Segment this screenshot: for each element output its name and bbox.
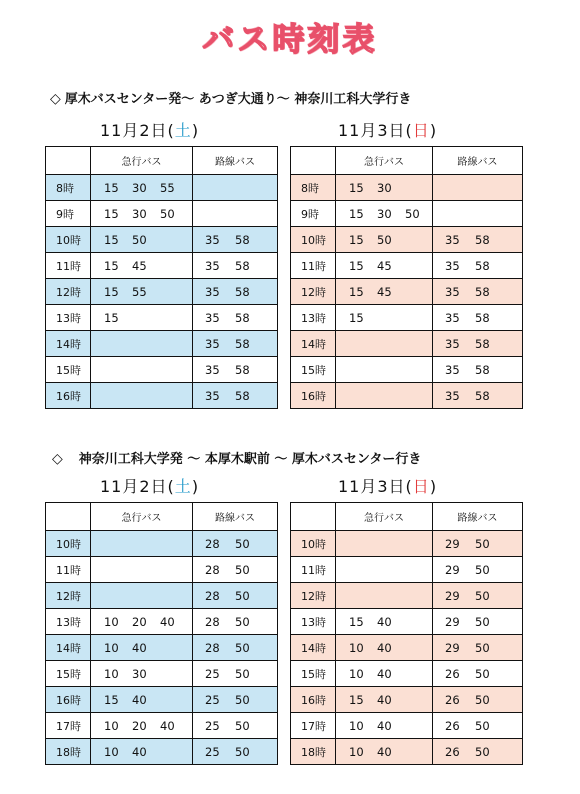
hour-cell: 14時	[46, 331, 91, 357]
express-times-cell	[336, 687, 433, 713]
date-label-sat-2: 11月2日(土)	[100, 477, 200, 496]
table-row	[46, 687, 278, 713]
table-row	[46, 227, 278, 253]
local-times-cell	[433, 331, 523, 357]
departure-minute: 35	[205, 336, 220, 351]
express-times-cell	[336, 305, 433, 331]
local-times-cell	[193, 583, 278, 609]
express-times-cell	[91, 531, 193, 557]
departure-minute: 35	[445, 284, 460, 299]
express-times-cell	[91, 305, 193, 331]
departure-minute: 25	[205, 692, 220, 707]
hour-cell: 9時	[46, 201, 91, 227]
local-times-cell	[193, 201, 278, 227]
departure-minute: 10	[104, 744, 119, 759]
departure-minute: 26	[445, 744, 460, 759]
local-times-cell	[193, 383, 278, 409]
departure-minute: 40	[132, 692, 147, 707]
timetable-sat-1	[45, 146, 278, 409]
table-row	[46, 557, 278, 583]
express-times-cell	[336, 227, 433, 253]
departure-minute: 30	[132, 180, 147, 195]
hour-cell: 12時	[291, 583, 336, 609]
hour-cell: 15時	[46, 357, 91, 383]
departure-minute: 58	[235, 388, 250, 403]
express-times-cell	[91, 661, 193, 687]
express-header: 急行バス	[336, 503, 433, 531]
departure-minute: 35	[205, 362, 220, 377]
express-times-cell	[336, 635, 433, 661]
local-times-cell	[193, 609, 278, 635]
departure-minute: 15	[104, 284, 119, 299]
timetable-sun-1	[290, 146, 523, 409]
departure-minute: 40	[377, 666, 392, 681]
local-times-cell	[433, 279, 523, 305]
departure-minute: 35	[445, 388, 460, 403]
table-header-row	[46, 147, 278, 175]
hour-cell: 12時	[46, 583, 91, 609]
departure-minute: 10	[349, 640, 364, 655]
date-label-sun-1: 11月3日(日)	[338, 121, 438, 140]
departure-minute: 50	[475, 562, 490, 577]
local-times-cell	[433, 175, 523, 201]
departure-minute: 58	[475, 388, 490, 403]
table-row	[46, 175, 278, 201]
hour-cell: 11時	[46, 253, 91, 279]
departure-minute: 26	[445, 666, 460, 681]
departure-minute: 50	[235, 536, 250, 551]
departure-minute: 50	[132, 232, 147, 247]
departure-minute: 58	[235, 284, 250, 299]
hour-cell: 8時	[291, 175, 336, 201]
table-row	[46, 739, 278, 765]
departure-minute: 58	[475, 310, 490, 325]
express-times-cell	[91, 227, 193, 253]
departure-minute: 45	[377, 284, 392, 299]
departure-minute: 35	[205, 310, 220, 325]
departure-minute: 35	[445, 258, 460, 273]
departure-minute: 30	[132, 666, 147, 681]
table-row	[46, 713, 278, 739]
page-title: バス時刻表	[202, 20, 378, 58]
local-times-cell	[433, 227, 523, 253]
table-row	[291, 713, 523, 739]
express-header: 急行バス	[91, 147, 193, 175]
hour-cell: 12時	[291, 279, 336, 305]
departure-minute: 15	[104, 180, 119, 195]
departure-minute: 45	[132, 258, 147, 273]
express-times-cell	[336, 531, 433, 557]
table-row	[291, 661, 523, 687]
table-row	[46, 201, 278, 227]
departure-minute: 50	[475, 588, 490, 603]
local-times-cell	[193, 661, 278, 687]
express-times-cell	[336, 201, 433, 227]
express-times-cell	[91, 713, 193, 739]
express-times-cell	[336, 331, 433, 357]
departure-minute: 28	[205, 536, 220, 551]
table-row	[291, 201, 523, 227]
local-times-cell	[193, 175, 278, 201]
local-times-cell	[193, 713, 278, 739]
departure-minute: 50	[160, 206, 175, 221]
local-header: 路線バス	[193, 503, 278, 531]
departure-minute: 10	[104, 718, 119, 733]
departure-minute: 50	[475, 744, 490, 759]
departure-minute: 58	[235, 232, 250, 247]
local-times-cell	[433, 661, 523, 687]
express-times-cell	[91, 357, 193, 383]
departure-minute: 50	[377, 232, 392, 247]
diamond-icon: ◇	[50, 91, 61, 107]
local-times-cell	[193, 739, 278, 765]
express-header: 急行バス	[336, 147, 433, 175]
table-row	[291, 253, 523, 279]
route-heading-2	[52, 448, 552, 467]
hour-cell: 13時	[46, 609, 91, 635]
hour-cell: 10時	[291, 227, 336, 253]
express-times-cell	[91, 253, 193, 279]
route-heading-1	[50, 88, 550, 107]
departure-minute: 30	[377, 206, 392, 221]
departure-minute: 35	[445, 362, 460, 377]
hour-cell: 15時	[46, 661, 91, 687]
express-times-cell	[336, 583, 433, 609]
departure-minute: 15	[104, 310, 119, 325]
hour-cell: 16時	[46, 687, 91, 713]
express-times-cell	[336, 253, 433, 279]
departure-minute: 15	[104, 232, 119, 247]
departure-minute: 50	[475, 718, 490, 733]
hour-cell: 13時	[46, 305, 91, 331]
table-header-row	[291, 503, 523, 531]
timetable-sun-2	[290, 502, 523, 765]
departure-minute: 26	[445, 692, 460, 707]
departure-minute: 15	[104, 692, 119, 707]
departure-minute: 50	[475, 614, 490, 629]
table-row	[46, 331, 278, 357]
departure-minute: 30	[132, 206, 147, 221]
departure-minute: 40	[377, 744, 392, 759]
departure-minute: 40	[160, 614, 175, 629]
table-row	[46, 531, 278, 557]
local-header: 路線バス	[433, 147, 523, 175]
hour-header	[46, 147, 91, 175]
departure-minute: 50	[475, 692, 490, 707]
local-times-cell	[193, 305, 278, 331]
departure-minute: 20	[132, 718, 147, 733]
departure-minute: 15	[349, 284, 364, 299]
table-header-row	[291, 147, 523, 175]
departure-minute: 55	[160, 180, 175, 195]
hour-cell: 8時	[46, 175, 91, 201]
hour-cell: 18時	[291, 739, 336, 765]
hour-cell: 16時	[46, 383, 91, 409]
table-row	[291, 227, 523, 253]
hour-cell: 17時	[291, 713, 336, 739]
express-times-cell	[336, 557, 433, 583]
departure-minute: 40	[377, 718, 392, 733]
local-times-cell	[193, 635, 278, 661]
departure-minute: 35	[205, 232, 220, 247]
local-times-cell	[433, 609, 523, 635]
hour-cell: 9時	[291, 201, 336, 227]
departure-minute: 30	[377, 180, 392, 195]
table-row	[46, 609, 278, 635]
hour-cell: 16時	[291, 687, 336, 713]
timetable-sat-2	[45, 502, 278, 765]
departure-minute: 35	[205, 388, 220, 403]
departure-minute: 15	[104, 258, 119, 273]
departure-minute: 29	[445, 536, 460, 551]
departure-minute: 40	[377, 614, 392, 629]
express-times-cell	[91, 687, 193, 713]
express-times-cell	[336, 609, 433, 635]
departure-minute: 28	[205, 640, 220, 655]
local-times-cell	[433, 557, 523, 583]
table-row	[291, 583, 523, 609]
departure-minute: 50	[235, 614, 250, 629]
departure-minute: 28	[205, 614, 220, 629]
departure-minute: 10	[349, 744, 364, 759]
hour-cell: 15時	[291, 661, 336, 687]
local-times-cell	[433, 531, 523, 557]
hour-header	[46, 503, 91, 531]
departure-minute: 15	[104, 206, 119, 221]
departure-minute: 40	[160, 718, 175, 733]
hour-header	[291, 147, 336, 175]
express-times-cell	[91, 583, 193, 609]
local-header: 路線バス	[433, 503, 523, 531]
express-times-cell	[336, 357, 433, 383]
departure-minute: 58	[475, 336, 490, 351]
table-row	[291, 383, 523, 409]
hour-cell: 17時	[46, 713, 91, 739]
express-times-cell	[336, 383, 433, 409]
table-row	[46, 661, 278, 687]
departure-minute: 58	[475, 362, 490, 377]
local-times-cell	[433, 357, 523, 383]
departure-minute: 25	[205, 666, 220, 681]
table-row	[291, 531, 523, 557]
departure-minute: 15	[349, 692, 364, 707]
departure-minute: 50	[235, 588, 250, 603]
hour-cell: 12時	[46, 279, 91, 305]
express-times-cell	[336, 739, 433, 765]
local-times-cell	[433, 201, 523, 227]
departure-minute: 15	[349, 310, 364, 325]
express-times-cell	[91, 201, 193, 227]
local-times-cell	[193, 531, 278, 557]
local-times-cell	[433, 583, 523, 609]
local-times-cell	[433, 383, 523, 409]
departure-minute: 20	[132, 614, 147, 629]
express-times-cell	[91, 175, 193, 201]
hour-cell: 18時	[46, 739, 91, 765]
table-row	[291, 175, 523, 201]
departure-minute: 40	[132, 640, 147, 655]
departure-minute: 58	[475, 284, 490, 299]
departure-minute: 50	[235, 692, 250, 707]
departure-minute: 55	[132, 284, 147, 299]
departure-minute: 58	[475, 258, 490, 273]
departure-minute: 29	[445, 640, 460, 655]
express-header: 急行バス	[91, 503, 193, 531]
table-row	[291, 305, 523, 331]
table-row	[46, 383, 278, 409]
departure-minute: 15	[349, 206, 364, 221]
departure-minute: 40	[377, 692, 392, 707]
hour-cell: 13時	[291, 305, 336, 331]
local-times-cell	[193, 253, 278, 279]
departure-minute: 50	[405, 206, 420, 221]
local-times-cell	[433, 253, 523, 279]
departure-minute: 40	[377, 640, 392, 655]
departure-minute: 28	[205, 588, 220, 603]
local-times-cell	[193, 557, 278, 583]
express-times-cell	[91, 331, 193, 357]
hour-cell: 15時	[291, 357, 336, 383]
departure-minute: 58	[475, 232, 490, 247]
hour-cell: 10時	[291, 531, 336, 557]
departure-minute: 10	[104, 640, 119, 655]
express-times-cell	[91, 609, 193, 635]
table-row	[46, 279, 278, 305]
departure-minute: 15	[349, 258, 364, 273]
hour-cell: 14時	[46, 635, 91, 661]
table-row	[291, 557, 523, 583]
local-times-cell	[433, 713, 523, 739]
hour-cell: 16時	[291, 383, 336, 409]
departure-minute: 10	[104, 614, 119, 629]
departure-minute: 29	[445, 562, 460, 577]
express-times-cell	[336, 175, 433, 201]
table-row	[291, 279, 523, 305]
departure-minute: 15	[349, 614, 364, 629]
local-times-cell	[193, 687, 278, 713]
departure-minute: 35	[205, 284, 220, 299]
table-row	[291, 609, 523, 635]
departure-minute: 50	[235, 718, 250, 733]
departure-minute: 45	[377, 258, 392, 273]
local-times-cell	[433, 739, 523, 765]
express-times-cell	[91, 557, 193, 583]
table-row	[291, 739, 523, 765]
express-times-cell	[336, 713, 433, 739]
departure-minute: 50	[475, 666, 490, 681]
departure-minute: 28	[205, 562, 220, 577]
departure-minute: 10	[104, 666, 119, 681]
table-header-row	[46, 503, 278, 531]
date-label-sat-1: 11月2日(土)	[100, 121, 200, 140]
route-text: 厚木バスセンター発〜 あつぎ大通り〜 神奈川工科大学行き	[64, 92, 412, 107]
departure-minute: 50	[475, 536, 490, 551]
departure-minute: 10	[349, 718, 364, 733]
departure-minute: 35	[205, 258, 220, 273]
departure-minute: 25	[205, 744, 220, 759]
hour-cell: 14時	[291, 635, 336, 661]
table-row	[46, 253, 278, 279]
local-times-cell	[193, 331, 278, 357]
departure-minute: 50	[235, 744, 250, 759]
table-row	[46, 635, 278, 661]
hour-cell: 11時	[291, 253, 336, 279]
express-times-cell	[336, 661, 433, 687]
local-times-cell	[193, 357, 278, 383]
local-times-cell	[433, 305, 523, 331]
departure-minute: 29	[445, 614, 460, 629]
departure-minute: 15	[349, 232, 364, 247]
departure-minute: 58	[235, 258, 250, 273]
express-times-cell	[336, 279, 433, 305]
table-row	[291, 635, 523, 661]
departure-minute: 58	[235, 310, 250, 325]
departure-minute: 26	[445, 718, 460, 733]
route-text: 神奈川工科大学発 〜 本厚木駅前 〜 厚木バスセンター行き	[78, 452, 422, 467]
hour-cell: 14時	[291, 331, 336, 357]
hour-header	[291, 503, 336, 531]
departure-minute: 35	[445, 310, 460, 325]
local-header: 路線バス	[193, 147, 278, 175]
departure-minute: 50	[235, 562, 250, 577]
table-row	[291, 687, 523, 713]
local-times-cell	[433, 635, 523, 661]
local-times-cell	[193, 279, 278, 305]
departure-minute: 10	[349, 666, 364, 681]
diamond-icon: ◇	[52, 451, 63, 467]
local-times-cell	[193, 227, 278, 253]
local-times-cell	[433, 687, 523, 713]
departure-minute: 58	[235, 336, 250, 351]
hour-cell: 11時	[46, 557, 91, 583]
departure-minute: 29	[445, 588, 460, 603]
departure-minute: 40	[132, 744, 147, 759]
departure-minute: 58	[235, 362, 250, 377]
departure-minute: 25	[205, 718, 220, 733]
table-row	[291, 357, 523, 383]
departure-minute: 35	[445, 232, 460, 247]
table-row	[46, 357, 278, 383]
departure-minute: 15	[349, 180, 364, 195]
express-times-cell	[91, 279, 193, 305]
express-times-cell	[91, 635, 193, 661]
hour-cell: 10時	[46, 227, 91, 253]
hour-cell: 10時	[46, 531, 91, 557]
express-times-cell	[91, 739, 193, 765]
hour-cell: 11時	[291, 557, 336, 583]
departure-minute: 35	[445, 336, 460, 351]
date-label-sun-2: 11月3日(日)	[338, 477, 438, 496]
hour-cell: 13時	[291, 609, 336, 635]
table-row	[46, 305, 278, 331]
departure-minute: 50	[235, 666, 250, 681]
table-row	[291, 331, 523, 357]
departure-minute: 50	[475, 640, 490, 655]
express-times-cell	[91, 383, 193, 409]
departure-minute: 50	[235, 640, 250, 655]
table-row	[46, 583, 278, 609]
